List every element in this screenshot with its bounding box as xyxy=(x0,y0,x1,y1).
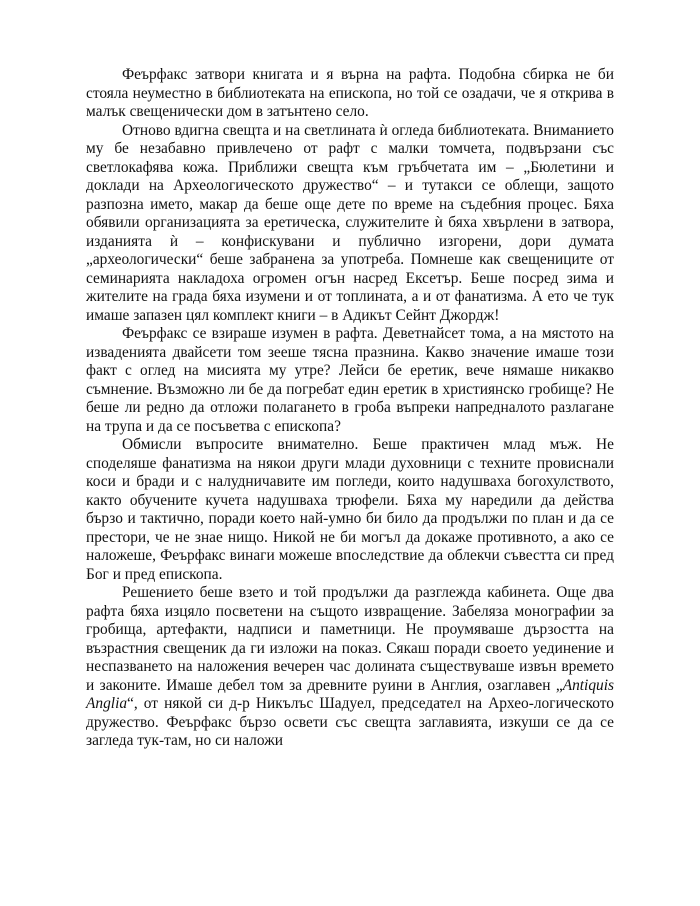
paragraph-5-text-after: “, от някой си д-р Никълъс Шадуел, председател на Архео-логическото дружество. Феърфакс бързо освети със свещта заглавията, изкуши се да се загледа тук-там, но си наложи xyxy=(86,695,614,749)
paragraph-3: Феърфакс се взираше изумен в рафта. Деветнайсет тома, а на мястото на изваденията двайсети том зееше тясна празнина. Какво значение имаше този факт с оглед на мисията му утре? Лейси бе еретик, вече нямаше никакво съмнение. Възможно ли бе да погребат един еретик в християнско гробище? Не беше ли редно да отложи полагането в гроба въпреки напредналото разлагане на трупа и да се посъветва с епископа? xyxy=(86,325,614,435)
document-page xyxy=(86,66,614,751)
book-title-italic: Antiquis Anglia xyxy=(86,676,614,712)
paragraph-1: Феърфакс затвори книгата и я върна на рафта. Подобна сбирка не би стояла неуместно в библиотеката на епископа, но той се озадачи, че я открива в малък свещенически дом в затънтено село. xyxy=(86,66,614,120)
paragraph-5 xyxy=(86,584,614,751)
paragraph-5-text-before: Решението беше взето и той продължи да разглежда кабинета. Още два рафта бяха изцяло посветени на същото извращение. Забеляза монографии за гробища, артефакти, надписи и паметници. Не проумяваше дързостта на възрастния свещеник да ги изложи на показ. Сякаш поради своето уединение и неспазването на наложения вечерен час долината съществуваше извън времето и законите. Имаше дебел том за древните руини в Англия, озаглавен „ xyxy=(86,584,614,694)
paragraph-4: Обмисли въпросите внимателно. Беше практичен млад мъж. Не споделяше фанатизма на някои други млади духовници с техните провиснали коси и бради и с налудничавите им погледи, които надушваха богохулството, както обучените кучета надушваха трюфели. Бяха му наредили да действа бързо и тактично, поради което най-умно би било да продължи по план и да се престори, че не знае нищо. Никой не би могъл да докаже противното, а ако се наложеше, Феърфакс винаги можеше впоследствие да облекчи съвестта си пред Бог и пред епископа. xyxy=(86,436,614,583)
paragraph-2: Отново вдигна свещта и на светлината ѝ огледа библиотеката. Вниманието му бе незабавно привлечено от рафт с малки томчета, подвързани със светлокафява кожа. Приближи свещта към гръбчетата им – „Бюлетини и доклади на Археологическото дружество“ – и тутакси се облещи, защото разпозна името, макар да беше още дете по време на съдебния процес. Бяха обявили организацията за еретическа, служителите ѝ бяха хвърлени в затвора, изданията ѝ – конфискувани и публично изгорени, дори думата „археологически“ беше забранена за употреба. Помнеше как свещениците от семинарията накладоха огромен огън насред Ексетър. Беше посред зима и жителите на града бяха изумени и от топлината, а и от фанатизма. А ето че тук имаше запазен цял комплект книги – в Адикът Сейнт Джордж! xyxy=(86,121,614,324)
